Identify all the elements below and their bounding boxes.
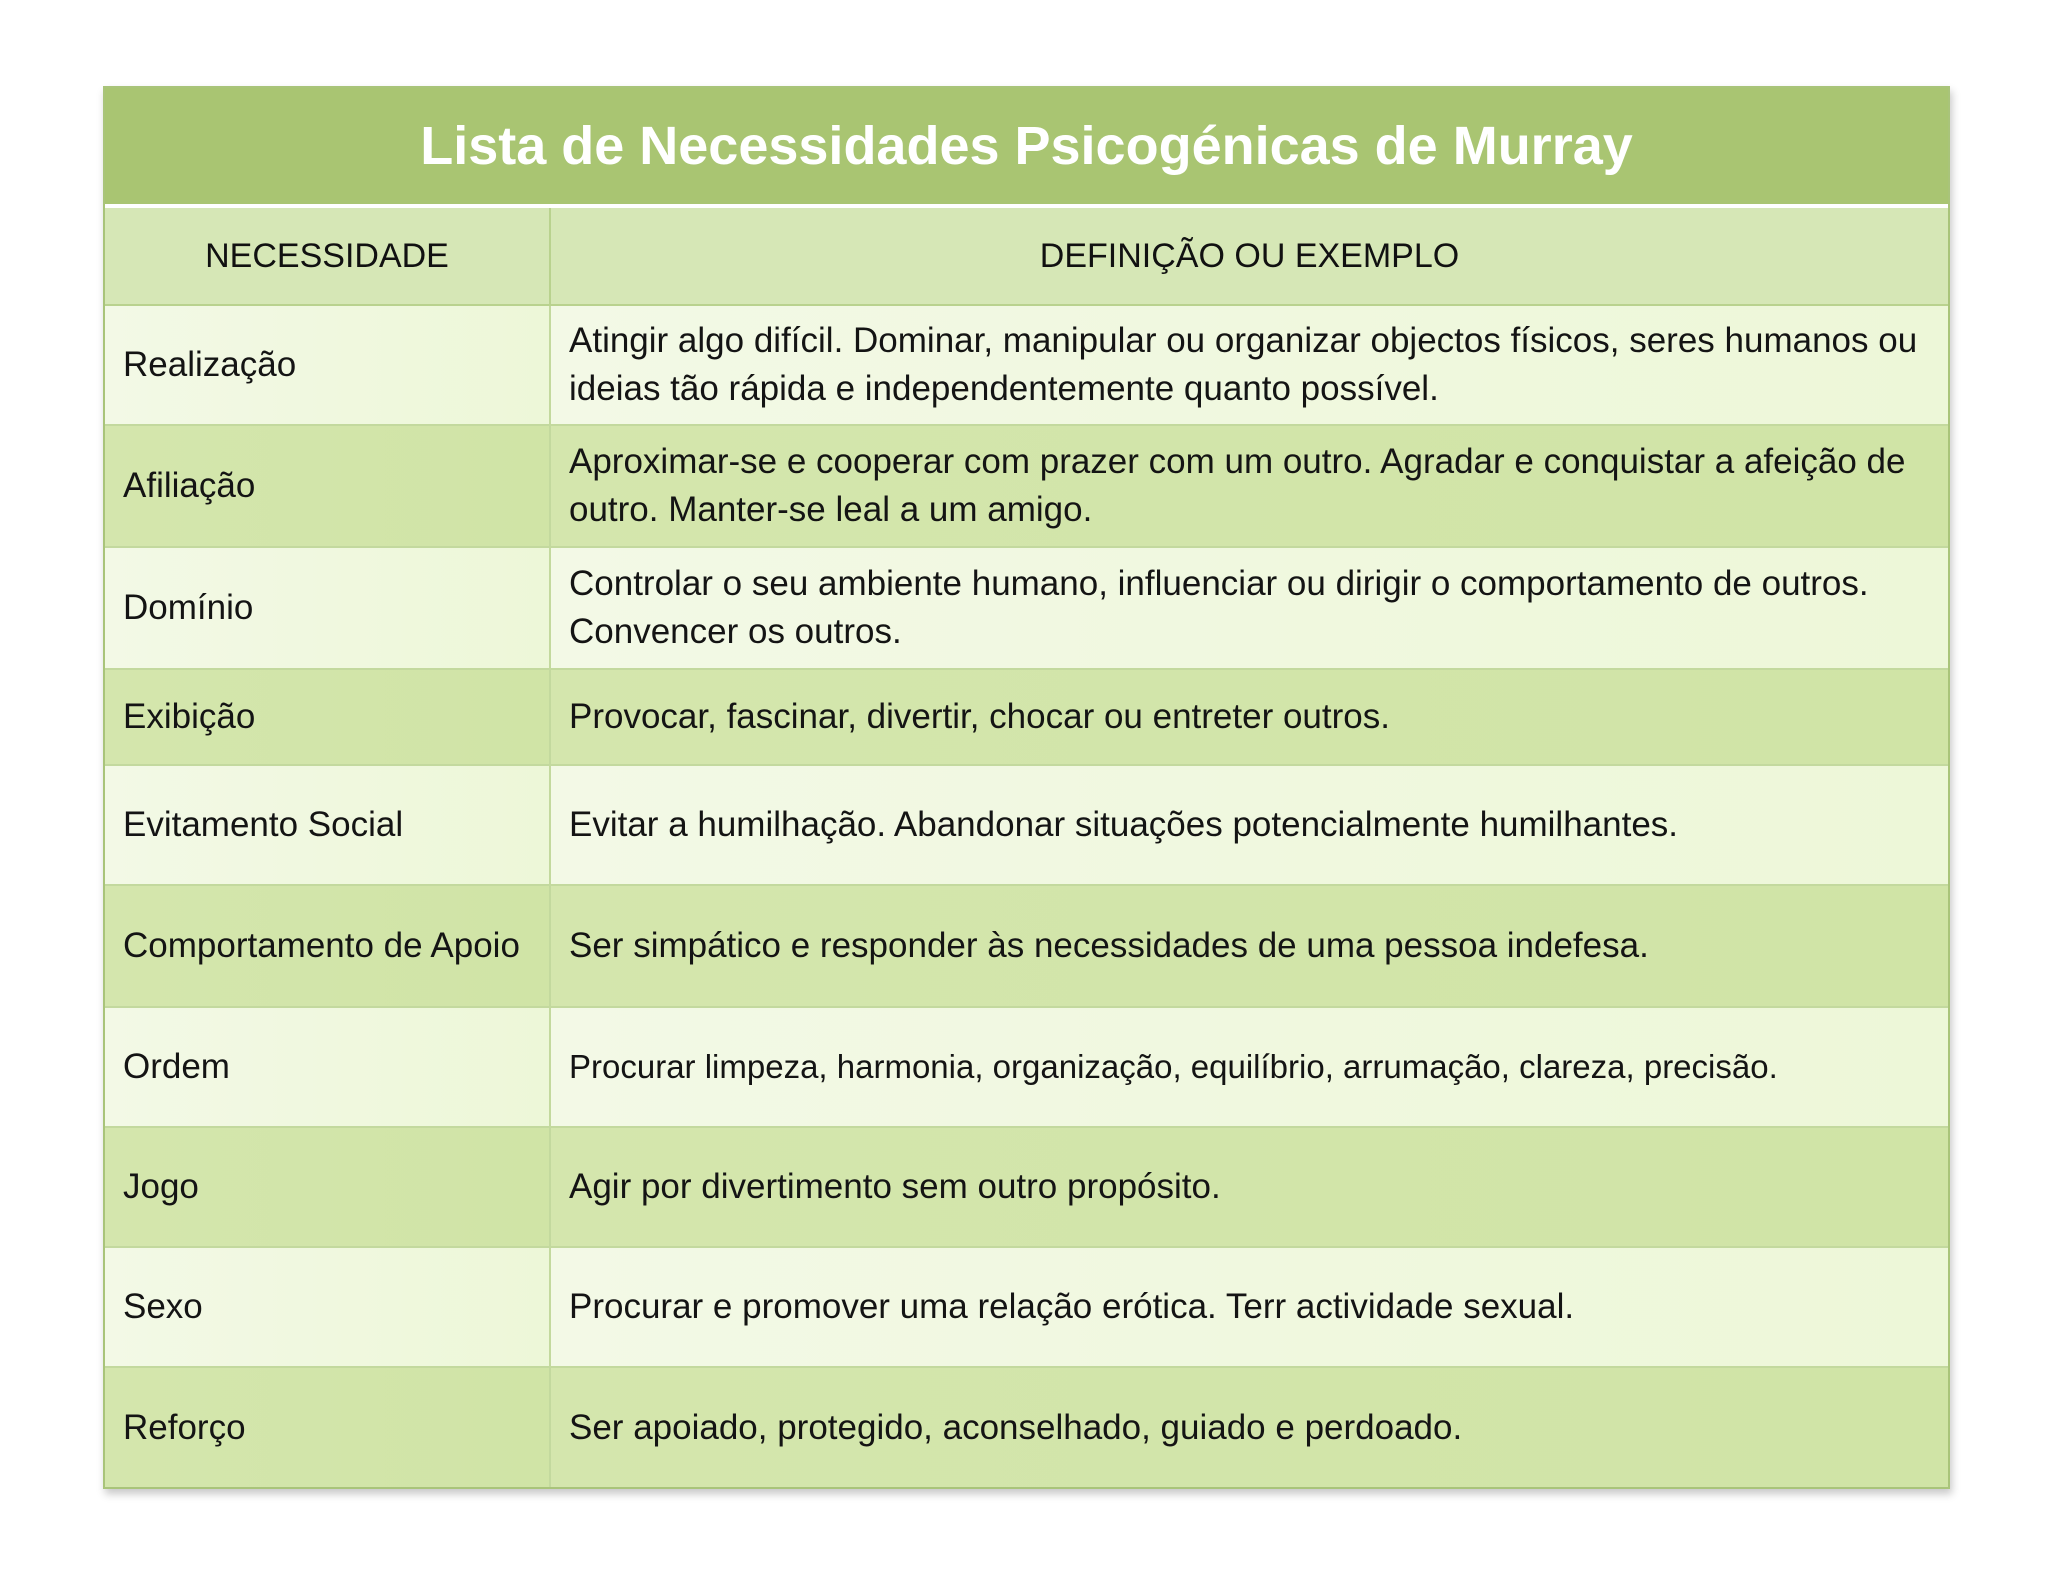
table-row <box>105 425 1948 547</box>
definition-cell: Agir por divertimento sem outro propósito. <box>550 1127 1948 1247</box>
definition-cell: Provocar, fascinar, divertir, chocar ou entreter outros. <box>550 669 1948 765</box>
table-row <box>105 1367 1948 1487</box>
table-row <box>105 1127 1948 1247</box>
definition-cell: Atingir algo difícil. Dominar, manipular ou organizar objectos físicos, seres humanos ou ideias tão rápida e independentemente quanto possível. <box>550 305 1948 425</box>
need-cell: Ordem <box>105 1007 550 1127</box>
need-cell: Comportamento de Apoio <box>105 885 550 1007</box>
table-row <box>105 885 1948 1007</box>
needs-table-container <box>103 86 1950 1489</box>
needs-table <box>105 88 1948 1487</box>
definition-cell: Procurar limpeza, harmonia, organização, equilíbrio, arrumação, clareza, precisão. <box>550 1007 1948 1127</box>
need-cell: Afiliação <box>105 425 550 547</box>
table-row <box>105 669 1948 765</box>
definition-cell: Ser apoiado, protegido, aconselhado, guiado e perdoado. <box>550 1367 1948 1487</box>
definition-cell: Evitar a humilhação. Abandonar situações potencialmente humilhantes. <box>550 765 1948 885</box>
column-header-definition: DEFINIÇÃO OU EXEMPLO <box>550 206 1948 305</box>
need-cell: Jogo <box>105 1127 550 1247</box>
table-row <box>105 1247 1948 1367</box>
table-row <box>105 1007 1948 1127</box>
need-cell: Sexo <box>105 1247 550 1367</box>
definition-cell: Aproximar-se e cooperar com prazer com um outro. Agradar e conquistar a afeição de outro. Manter-se leal a um amigo. <box>550 425 1948 547</box>
definition-cell: Controlar o seu ambiente humano, influenciar ou dirigir o comportamento de outros. Convencer os outros. <box>550 547 1948 669</box>
need-cell: Exibição <box>105 669 550 765</box>
table-row <box>105 547 1948 669</box>
need-cell: Domínio <box>105 547 550 669</box>
need-cell: Realização <box>105 305 550 425</box>
definition-cell: Procurar e promover uma relação erótica. Terr actividade sexual. <box>550 1247 1948 1367</box>
definition-cell: Ser simpático e responder às necessidades de uma pessoa indefesa. <box>550 885 1948 1007</box>
need-cell: Evitamento Social <box>105 765 550 885</box>
column-header-need: NECESSIDADE <box>105 206 550 305</box>
table-row <box>105 305 1948 425</box>
need-cell: Reforço <box>105 1367 550 1487</box>
table-title: Lista de Necessidades Psicogénicas de Murray <box>105 88 1948 206</box>
table-row <box>105 765 1948 885</box>
